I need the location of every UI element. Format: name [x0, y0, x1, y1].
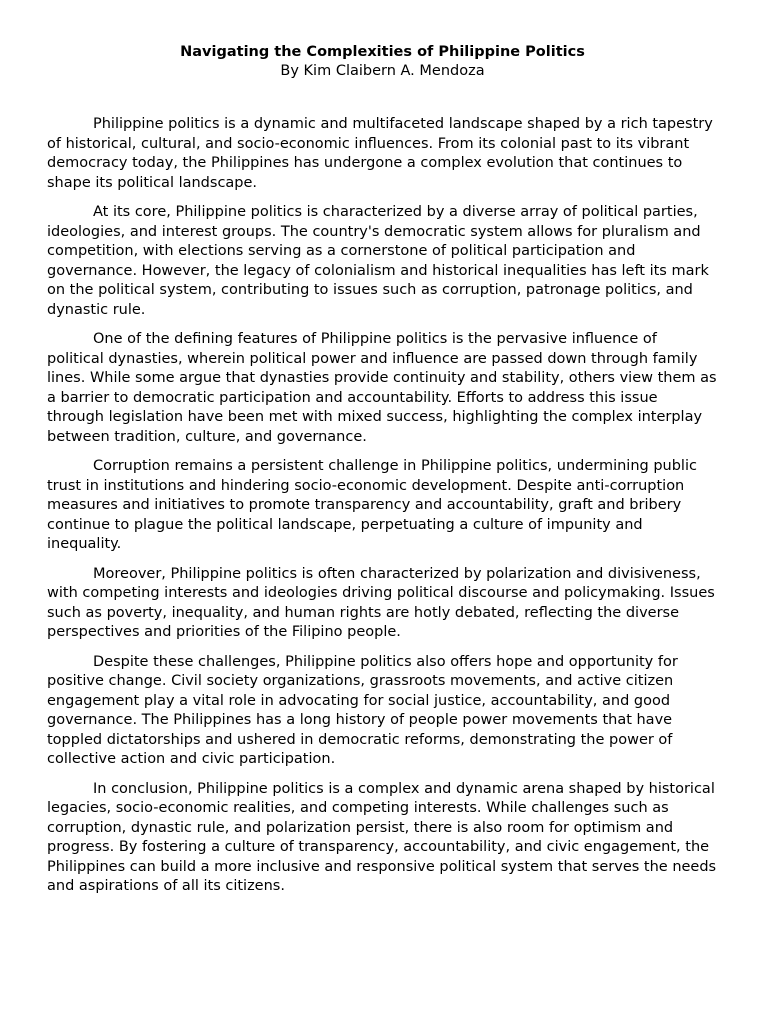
document-body [47, 115, 718, 897]
paragraph-7: In conclusion, Philippine politics is a complex and dynamic arena shaped by historical legacies, socio-economic realities, and competing interests. While challenges such as corruption, dynastic rule, and polarization persist, there is also room for optimism and progress. By fostering a culture of transparency, accountability, and civic engagement, the Philippines can build a more inclusive and responsive political system that serves the needs and aspirations of all its citizens. [47, 780, 717, 894]
paragraph-3: One of the defining features of Philippine politics is the pervasive influence of political dynasties, wherein political power and influence are passed down through family lines. While some argue that dynasties provide continuity and stability, others view them as a barrier to democratic participation and accountability. Efforts to address this issue through legislation have been met with mixed success, highlighting the complex interplay between tradition, culture, and governance. [47, 331, 717, 445]
document-byline: By Kim Claibern A. Mendoza [280, 63, 485, 79]
paragraph-1: Philippine politics is a dynamic and multifaceted landscape shaped by a rich tapestry of historical, cultural, and socio-economic influences. From its colonial past to its vibrant democracy today, the Philippines has undergone a complex evolution that continues to shape its political landscape. [47, 116, 713, 191]
paragraph-5: Moreover, Philippine politics is often characterized by polarization and divisiveness, with competing interests and ideologies driving political discourse and policymaking. Issues such as poverty, inequality, and human rights are hotly debated, reflecting the diverse perspectives and priorities of the Filipino people. [47, 565, 715, 640]
paragraph-4: Corruption remains a persistent challenge in Philippine politics, undermining public trust in institutions and hindering socio-economic development. Despite anti-corruption measures and initiatives to promote transparency and accountability, graft and bribery continue to plague the political landscape, perpetuating a culture of impunity and inequality. [47, 458, 697, 552]
document-title: Navigating the Complexities of Philippine Politics [180, 44, 585, 60]
paragraph-6: Despite these challenges, Philippine politics also offers hope and opportunity for positive change. Civil society organizations, grassroots movements, and active citizen engagement play a vital role in advocating for social justice, accountability, and good governance. The Philippines has a long history of people power movements that have toppled dictatorships and ushered in democratic reforms, demonstrating the power of collective action and civic participation. [47, 653, 678, 767]
paragraph-2: At its core, Philippine politics is characterized by a diverse array of political parties, ideologies, and interest groups. The country's democratic system allows for pluralism and competition, with elections serving as a cornerstone of political participation and governance. However, the legacy of colonialism and historical inequalities has left its mark on the political system, contributing to issues such as corruption, patronage politics, and dynastic rule. [47, 204, 709, 318]
